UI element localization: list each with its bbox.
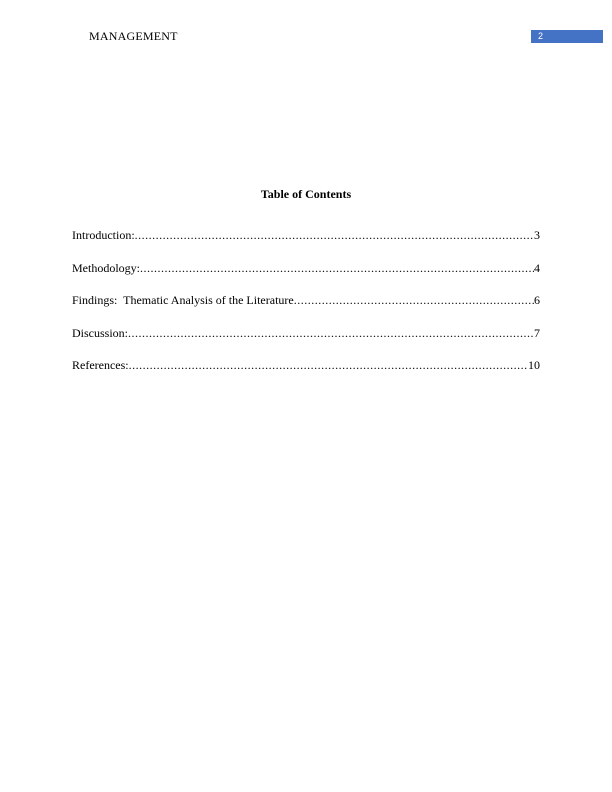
toc-entry-label: Introduction: (72, 228, 135, 242)
table-of-contents (72, 228, 540, 391)
toc-entry-label: Discussion: (72, 325, 129, 340)
toc-entry-page: 3 (534, 228, 540, 242)
running-header-title: MANAGEMENT (89, 29, 178, 43)
dot-leader (129, 358, 528, 372)
toc-heading: Table of Contents (260, 187, 352, 201)
dot-leader (140, 261, 534, 275)
toc-entry-label: Methodology: (72, 260, 140, 275)
dot-leader (128, 326, 534, 340)
toc-entry-references[interactable] (72, 358, 540, 391)
toc-entry-methodology[interactable] (72, 261, 540, 294)
toc-entry-label: References: (72, 358, 129, 372)
dot-leader (294, 293, 534, 307)
toc-entry-findings[interactable] (72, 293, 540, 326)
toc-entry-page: 6 (534, 293, 540, 307)
toc-entry-discussion[interactable] (72, 326, 540, 359)
toc-entry-page: 4 (534, 260, 540, 275)
toc-entry-page: 10 (528, 358, 540, 372)
toc-entry-label: Findings: Thematic Analysis of the Literature (72, 293, 294, 307)
toc-entry-page: 7 (534, 325, 540, 340)
page-number-badge: 2 (531, 30, 603, 43)
dot-leader (135, 228, 534, 242)
toc-entry-introduction[interactable] (72, 228, 540, 261)
